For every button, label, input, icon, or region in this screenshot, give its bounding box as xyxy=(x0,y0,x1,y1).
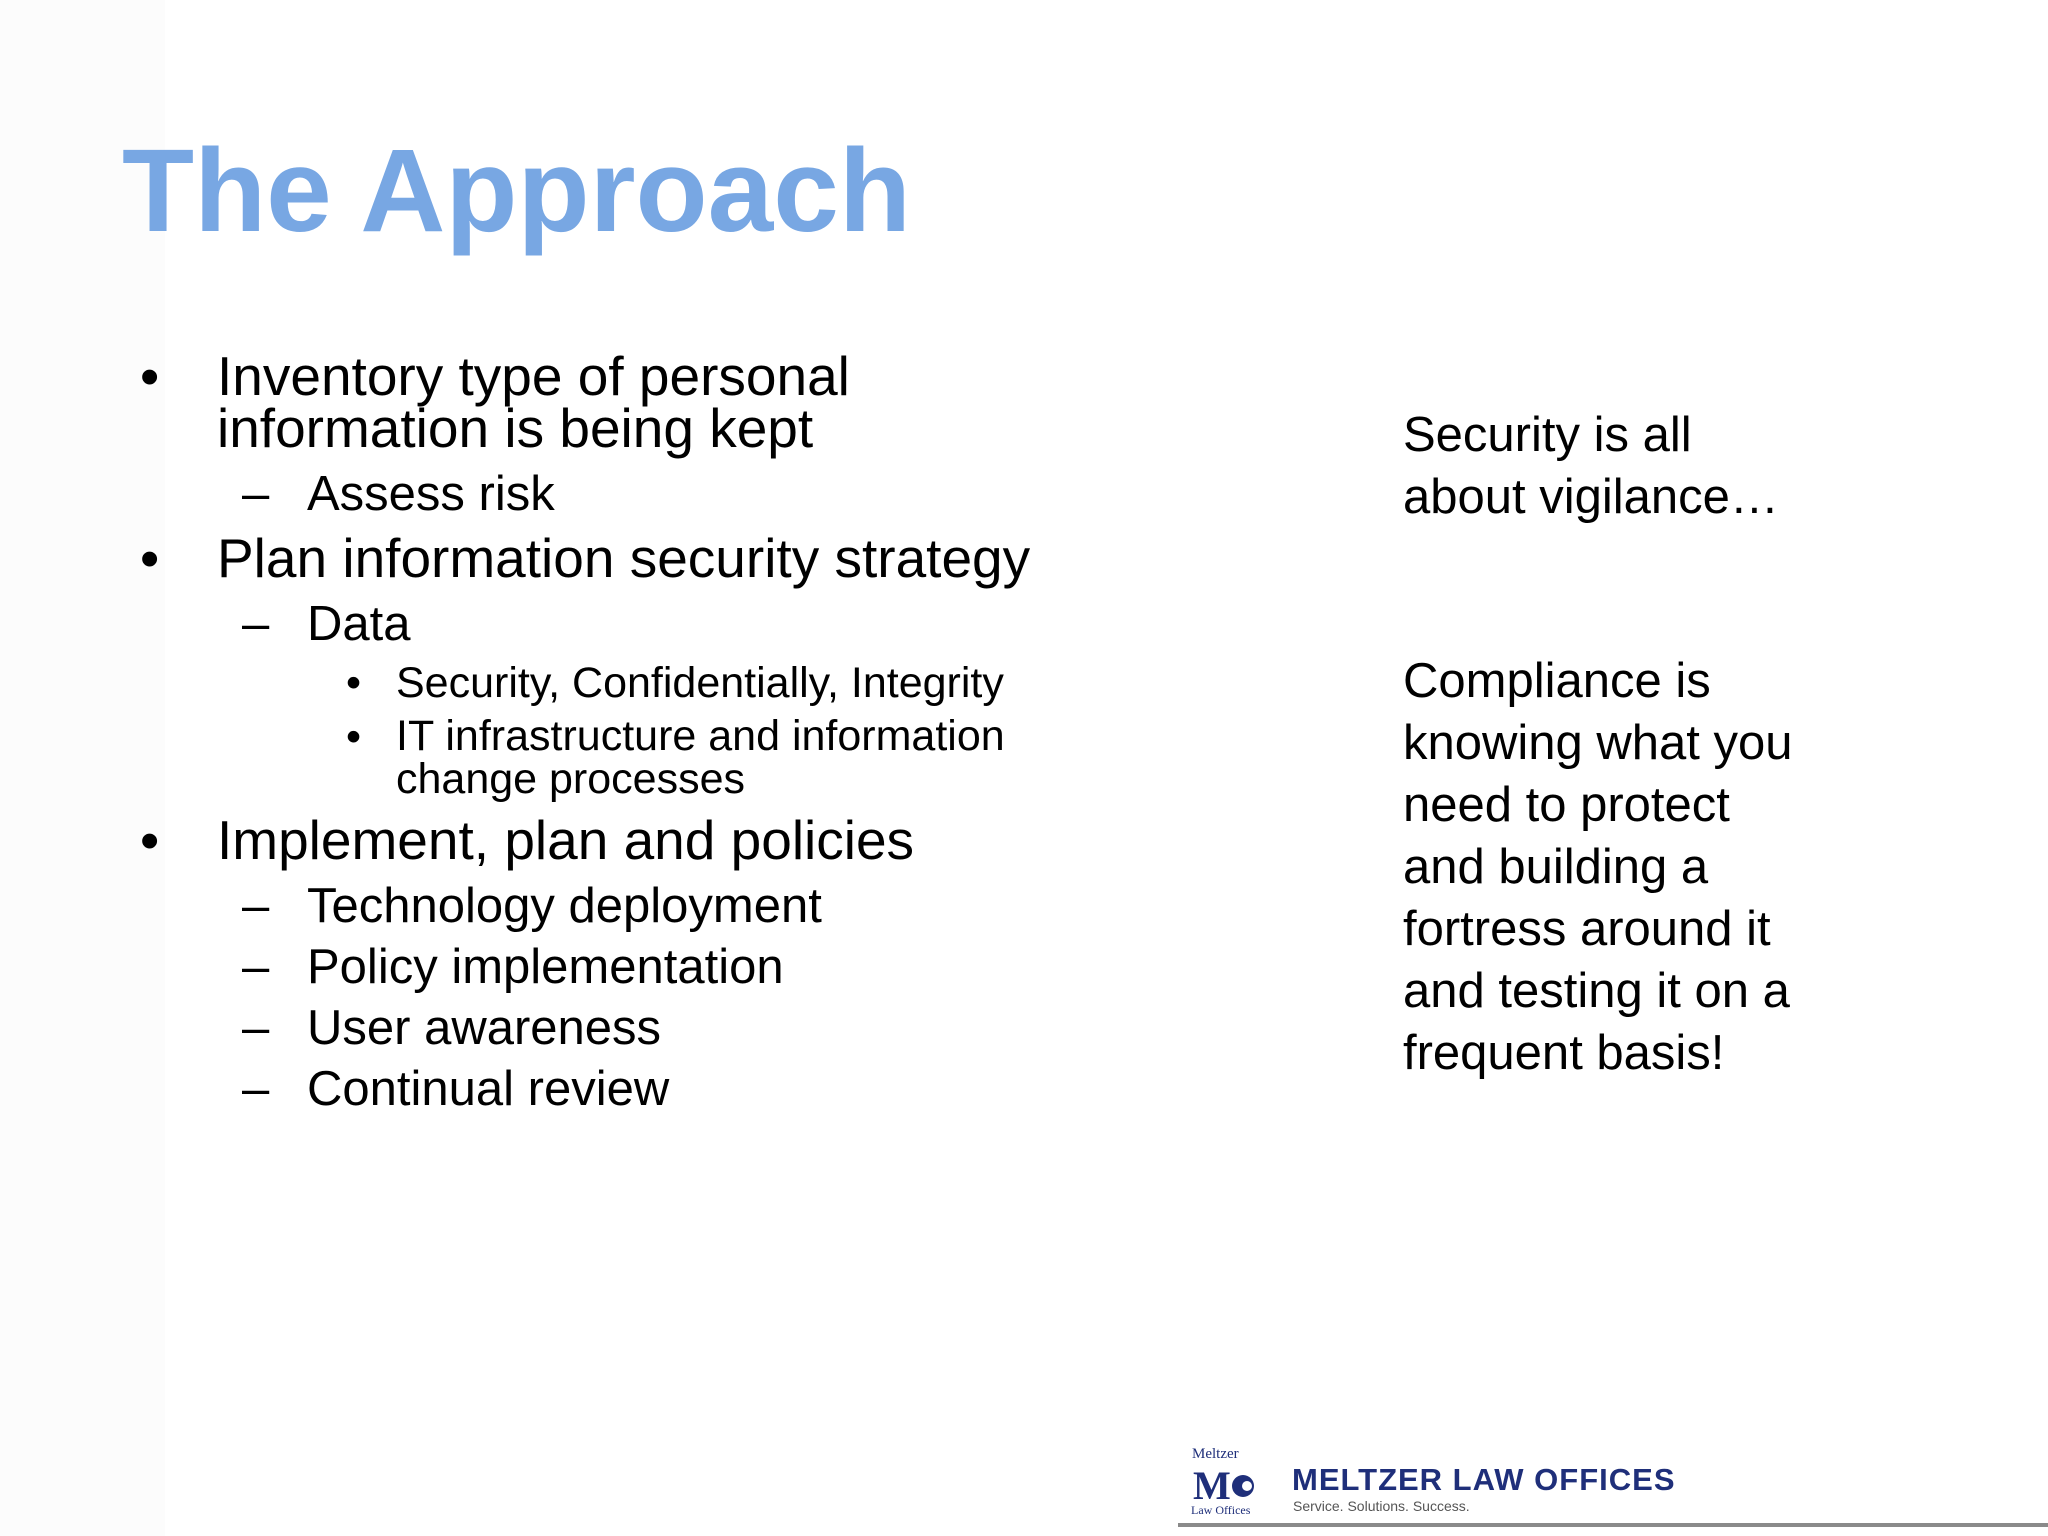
sub-sub-item xyxy=(396,661,1004,705)
dash-marker: – xyxy=(242,879,270,933)
slide-title: The Approach xyxy=(122,125,911,257)
sub-item xyxy=(307,1002,661,1054)
dash-marker: – xyxy=(242,1001,270,1055)
bullet-marker: • xyxy=(140,345,160,407)
dash-marker: – xyxy=(242,597,270,651)
side-note-line: need to protect xyxy=(1403,778,1730,832)
side-note-line: frequent basis! xyxy=(1403,1026,1725,1080)
sub-sub-item-line: Security, Confidentially, Integrity xyxy=(396,659,1004,707)
side-note-vigilance xyxy=(1403,404,1779,528)
sub-item-line: User awareness xyxy=(307,1001,662,1055)
firm-tagline: Service. Solutions. Success. xyxy=(1293,1498,1470,1514)
side-note-line: knowing what you xyxy=(1403,716,1793,770)
sub-bullet-marker: • xyxy=(346,659,362,707)
footer-divider xyxy=(1178,1523,2048,1527)
sub-item-line: Policy implementation xyxy=(307,940,784,994)
sub-item xyxy=(307,468,555,520)
firm-name: MELTZER LAW OFFICES xyxy=(1292,1462,1676,1497)
side-note-line: Security is all xyxy=(1403,408,1692,462)
side-note-line: about vigilance… xyxy=(1403,470,1779,524)
side-note-line: and testing it on a xyxy=(1403,964,1790,1018)
side-note-line: and building a xyxy=(1403,840,1709,894)
side-note-line: fortress around it xyxy=(1403,902,1771,956)
svg-text:Meltzer: Meltzer xyxy=(1192,1446,1239,1462)
dash-marker: – xyxy=(242,940,270,994)
bullet-line: Plan information security strategy xyxy=(217,527,1031,589)
sub-item xyxy=(307,1063,669,1115)
svg-text:Law Offices: Law Offices xyxy=(1191,1503,1251,1517)
sub-sub-item-line: change processes xyxy=(396,755,745,803)
sub-item-line: Assess risk xyxy=(307,467,555,521)
side-note-line: Compliance is xyxy=(1403,654,1711,708)
bullet-marker: • xyxy=(140,527,160,589)
bullet-line: information is being kept xyxy=(217,397,814,459)
meltzer-mc-logo-icon xyxy=(1190,1442,1258,1518)
sub-bullet-marker: • xyxy=(346,713,362,761)
sub-item-line: Continual review xyxy=(307,1062,670,1116)
side-note-compliance xyxy=(1403,650,1793,1084)
sub-item-line: Technology deployment xyxy=(307,879,822,933)
sub-item xyxy=(307,880,822,932)
sub-sub-item xyxy=(396,712,1005,803)
bullet-item xyxy=(217,809,915,871)
bullet-line: Inventory type of personal xyxy=(217,345,850,407)
bullet-marker: • xyxy=(140,809,160,871)
bullet-line: Implement, plan and policies xyxy=(217,809,915,871)
bullet-item xyxy=(217,345,850,459)
sub-sub-item-line: IT infrastructure and information xyxy=(396,712,1005,760)
sub-item xyxy=(307,598,411,650)
sub-item-line: Data xyxy=(307,597,411,651)
dash-marker: – xyxy=(242,467,270,521)
dash-marker: – xyxy=(242,1062,270,1116)
bullet-item xyxy=(217,527,1031,589)
sub-item xyxy=(307,941,784,993)
svg-text:M: M xyxy=(1193,1463,1231,1508)
